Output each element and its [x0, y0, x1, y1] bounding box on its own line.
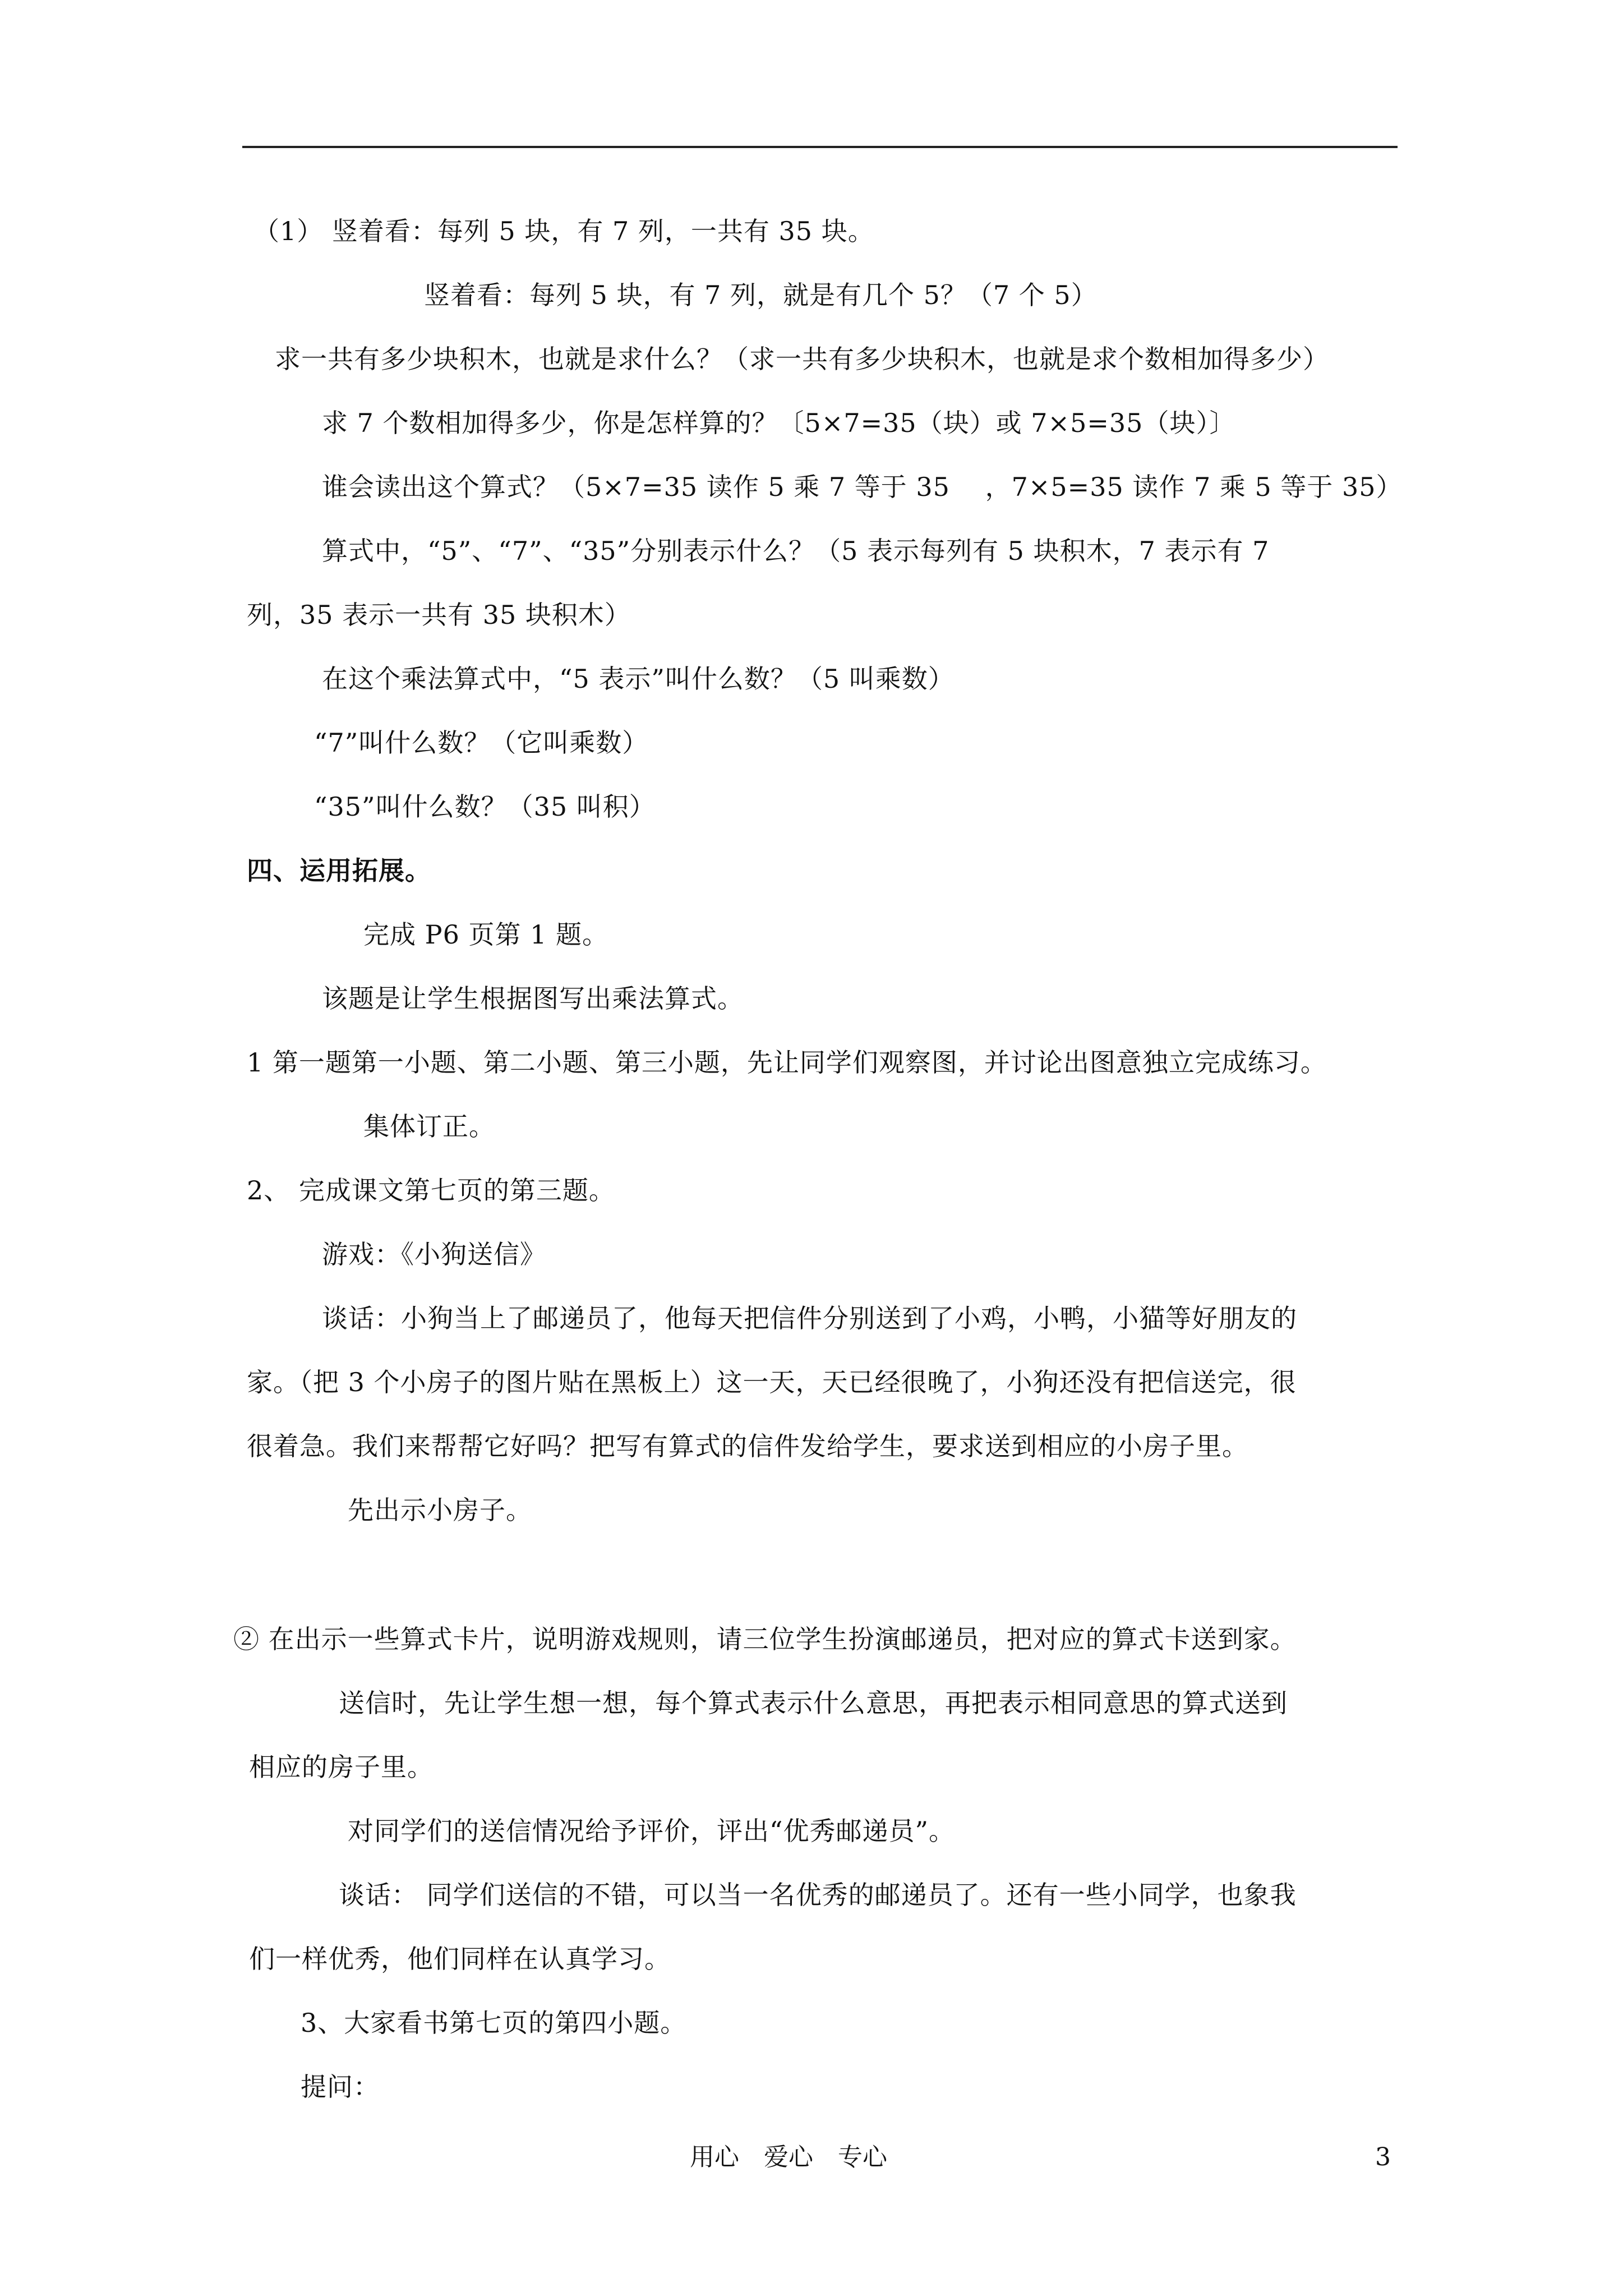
text-line: 完成 P6 页第 1 题。 — [363, 919, 608, 950]
text-line: 先出示小房子。 — [348, 1495, 532, 1525]
text-line: 该题是让学生根据图写出乘法算式。 — [322, 983, 744, 1014]
text-line: 送信时，先让学生想一想，每个算式表示什么意思，再把表示相同意思的算式送到 — [339, 1688, 1288, 1718]
footer-motto: 用心 爱心 专心 — [690, 2143, 887, 2171]
text-line: 2、 完成课文第七页的第三题。 — [247, 1175, 615, 1205]
text-line: 提问： — [301, 2072, 380, 2102]
text-line: 谈话： 同学们送信的不错，可以当一名优秀的邮递员了。还有一些小同学，也象我 — [339, 1880, 1297, 1910]
text-line: 对同学们的送信情况给予评价，评出“优秀邮递员”。 — [348, 1816, 956, 1846]
text-line: 3、大家看书第七页的第四小题。 — [301, 2008, 687, 2038]
text-line: 家。（把 3 个小房子的图片贴在黑板上）这一天，天已经很晚了，小狗还没有把信送完，很 — [247, 1367, 1297, 1397]
section-heading: 四、运用拓展。 — [247, 855, 431, 886]
text-line: 谁会读出这个算式？（5×7=35 读作 5 乘 7 等于 35 ，7×5=35 读作 7 乘 5 等于 35） — [322, 472, 1403, 502]
text-line: “7”叫什么数？（它叫乘数） — [314, 728, 649, 758]
page-number: 3 — [1375, 2143, 1391, 2171]
text-line: 求一共有多少块积木，也就是求什么？（求一共有多少块积木，也就是求个数相加得多少） — [275, 344, 1329, 374]
text-line: 1 第一题第一小题、第二小题、第三小题，先让同学们观察图，并讨论出图意独立完成练习。 — [247, 1047, 1327, 1078]
text-line: 求 7 个数相加得多少，你是怎样算的？〔5×7=35（块）或 7×5=35（块）〕 — [322, 408, 1236, 438]
text-line: ② 在出示一些算式卡片，说明游戏规则，请三位学生扮演邮递员，把对应的算式卡送到家。 — [233, 1624, 1297, 1654]
text-line: 们一样优秀，他们同样在认真学习。 — [249, 1944, 671, 1974]
text-line: 算式中，“5”、“7”、“35”分别表示什么？（5 表示每列有 5 块积木，7 表示有 7 — [322, 536, 1270, 566]
text-line: 列，35 表示一共有 35 块积木） — [247, 600, 631, 630]
text-line: “35”叫什么数？（35 叫积） — [314, 792, 656, 822]
text-line: 集体订正。 — [363, 1111, 495, 1142]
text-line: 谈话：小狗当上了邮递员了，他每天把信件分别送到了小鸡，小鸭，小猫等好朋友的 — [322, 1303, 1297, 1333]
text-line: 很着急。我们来帮帮它好吗？把写有算式的信件发给学生，要求送到相应的小房子里。 — [247, 1431, 1248, 1461]
text-line: （1） 竖着看：每列 5 块，有 7 列，一共有 35 块。 — [253, 216, 874, 246]
text-line: 在这个乘法算式中，“5 表示”叫什么数？（5 叫乘数） — [322, 664, 955, 694]
text-line: 相应的房子里。 — [249, 1752, 434, 1782]
text-line: 游戏：《小狗送信》 — [322, 1239, 546, 1269]
header-rule — [242, 146, 1398, 148]
text-line: 竖着看：每列 5 块，有 7 列，就是有几个 5？（7 个 5） — [424, 280, 1098, 310]
